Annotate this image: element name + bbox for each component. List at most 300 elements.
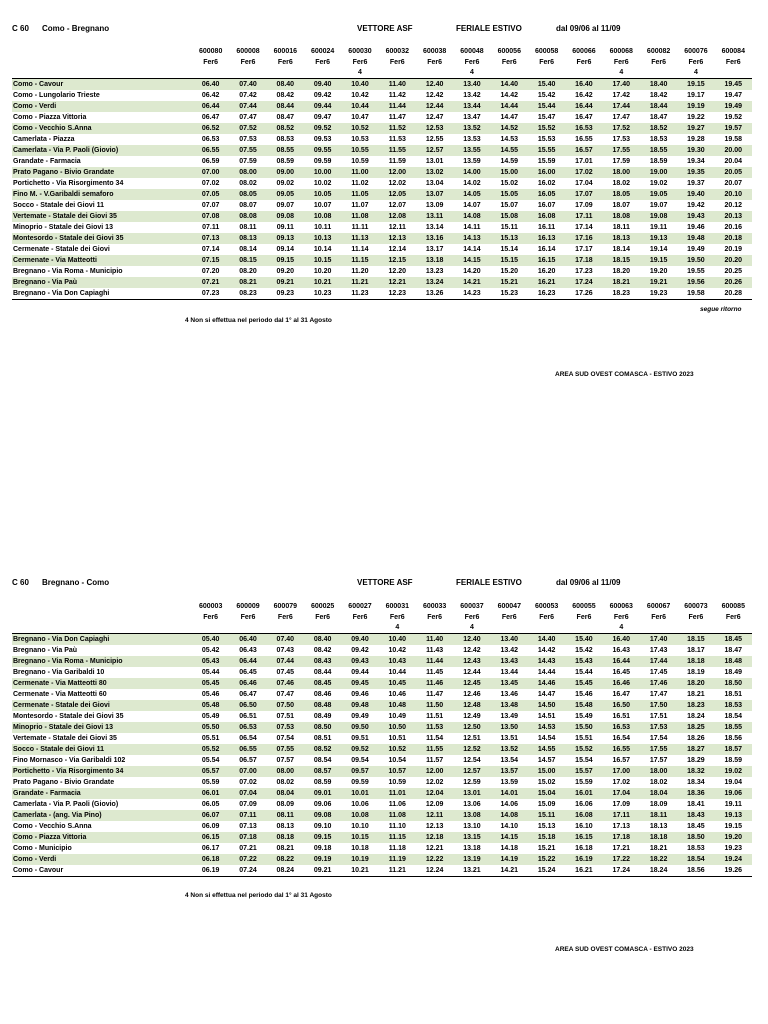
departure-time: 17.13 bbox=[612, 823, 631, 830]
area-label: AREA SUD OVEST COMASCA - ESTIVO 2023 bbox=[555, 371, 694, 378]
departure-time: 18.32 bbox=[677, 766, 714, 777]
departure-time: 06.54 bbox=[239, 735, 257, 742]
departure-time: 17.53 bbox=[612, 136, 631, 143]
departure-time: 11.08 bbox=[379, 810, 416, 821]
departure-time: 13.17 bbox=[425, 246, 444, 253]
departure-time: 18.42 bbox=[649, 92, 668, 99]
departure-time: 14.52 bbox=[491, 123, 528, 134]
departure-time: 08.13 bbox=[276, 823, 295, 830]
departure-time: 13.42 bbox=[500, 647, 519, 654]
departure-time: 17.17 bbox=[575, 246, 593, 253]
run-number: 600016 bbox=[273, 48, 297, 55]
departure-time: 15.13 bbox=[537, 823, 556, 830]
departure-time: 10.59 bbox=[351, 158, 369, 165]
departure-time: 18.53 bbox=[649, 136, 668, 143]
departure-time: 20.28 bbox=[715, 288, 752, 300]
departure-time: 08.21 bbox=[276, 845, 295, 852]
table-row bbox=[12, 134, 752, 145]
departure-time: 20.05 bbox=[715, 167, 752, 178]
departure-time: 09.23 bbox=[267, 288, 304, 300]
departure-time: 16.54 bbox=[612, 735, 631, 742]
departure-time: 09.54 bbox=[351, 757, 369, 764]
departure-time: 12.57 bbox=[416, 145, 453, 156]
departure-time: 13.52 bbox=[453, 123, 490, 134]
departure-time: 11.06 bbox=[388, 801, 406, 808]
departure-time: 11.43 bbox=[426, 647, 444, 654]
departure-time: 17.44 bbox=[640, 656, 677, 667]
table-row bbox=[12, 799, 752, 810]
departure-time: 07.20 bbox=[201, 268, 220, 275]
departure-time: 12.02 bbox=[425, 779, 444, 786]
departure-time: 07.11 bbox=[229, 810, 266, 821]
departure-time: 10.15 bbox=[341, 832, 378, 843]
departure-time: 12.42 bbox=[425, 92, 444, 99]
departure-time: 19.26 bbox=[715, 865, 752, 877]
departure-time: 07.50 bbox=[267, 700, 304, 711]
departure-time: 10.05 bbox=[304, 189, 341, 200]
run-number: 600024 bbox=[310, 48, 335, 55]
departure-time: 18.50 bbox=[677, 832, 714, 843]
note-marker bbox=[379, 68, 416, 79]
departure-time: 18.21 bbox=[649, 845, 668, 852]
departure-time: 10.20 bbox=[313, 268, 332, 275]
departure-time: 09.42 bbox=[351, 647, 369, 654]
departure-time: 19.58 bbox=[677, 288, 714, 300]
day-code: Fer6 bbox=[501, 614, 517, 621]
departure-time: 19.04 bbox=[724, 779, 743, 786]
departure-time: 08.11 bbox=[239, 224, 257, 231]
table-row bbox=[12, 656, 752, 667]
departure-time: 20.16 bbox=[724, 224, 743, 231]
departure-time: 14.40 bbox=[491, 79, 528, 91]
departure-time: 16.42 bbox=[575, 92, 593, 99]
departure-time: 18.47 bbox=[724, 647, 743, 654]
departure-time: 10.14 bbox=[313, 246, 332, 253]
departure-time: 14.44 bbox=[537, 669, 556, 676]
departure-time: 17.54 bbox=[649, 735, 668, 742]
run-number: 600025 bbox=[310, 603, 335, 610]
departure-time: 14.53 bbox=[528, 722, 565, 733]
departure-time: 08.13 bbox=[229, 233, 266, 244]
departure-time: 05.43 bbox=[192, 656, 229, 667]
run-number: 600027 bbox=[348, 603, 372, 610]
departure-time: 14.15 bbox=[491, 832, 528, 843]
stop-name: Bregnano - Via Roma - Municipio bbox=[13, 268, 123, 275]
departure-time: 14.42 bbox=[500, 92, 519, 99]
departure-time: 12.04 bbox=[416, 788, 453, 799]
day-code: Fer6 bbox=[688, 59, 704, 66]
departure-time: 15.57 bbox=[565, 766, 602, 777]
departure-time: 10.57 bbox=[379, 766, 416, 777]
departure-time: 10.44 bbox=[388, 669, 407, 676]
departure-time: 15.51 bbox=[575, 735, 593, 742]
departure-time: 11.42 bbox=[388, 92, 406, 99]
departure-time: 19.19 bbox=[677, 101, 714, 112]
departure-time: 16.50 bbox=[603, 700, 640, 711]
departure-time: 05.52 bbox=[192, 744, 229, 755]
departure-time: 11.47 bbox=[388, 114, 406, 121]
day-code: Fer6 bbox=[688, 614, 704, 621]
departure-time: 17.24 bbox=[603, 865, 640, 877]
departure-time: 16.08 bbox=[528, 211, 565, 222]
departure-time: 05.51 bbox=[201, 735, 220, 742]
departure-time: 18.21 bbox=[603, 277, 640, 288]
departure-time: 19.14 bbox=[649, 246, 668, 253]
departure-time: 06.09 bbox=[201, 823, 220, 830]
departure-time: 14.20 bbox=[463, 268, 481, 275]
departure-time: 16.15 bbox=[528, 255, 565, 266]
run-number: 600030 bbox=[348, 48, 372, 55]
departure-time: 09.18 bbox=[313, 845, 332, 852]
stop-name: Montesordo - Statale dei Giovi 35 bbox=[13, 713, 124, 720]
note-marker bbox=[229, 68, 266, 79]
departure-time: 17.11 bbox=[565, 211, 602, 222]
departure-time: 19.02 bbox=[715, 766, 752, 777]
departure-time: 16.40 bbox=[565, 79, 602, 91]
table-row bbox=[12, 744, 752, 755]
stop-name: Minoprio - Statale dei Giovi 13 bbox=[13, 224, 113, 231]
departure-time: 19.24 bbox=[715, 854, 752, 865]
note-marker bbox=[416, 68, 453, 79]
departure-time: 10.18 bbox=[351, 845, 369, 852]
departure-time: 18.09 bbox=[649, 801, 668, 808]
run-number-row bbox=[12, 46, 752, 57]
departure-time: 13.08 bbox=[453, 810, 490, 821]
departure-time: 09.20 bbox=[276, 268, 295, 275]
departure-time: 18.27 bbox=[677, 744, 714, 755]
run-number: 600031 bbox=[385, 603, 409, 610]
stop-name: Como - Verdi bbox=[12, 101, 192, 112]
departure-time: 15.07 bbox=[500, 202, 519, 209]
departure-time: 13.04 bbox=[425, 180, 444, 187]
departure-time: 15.09 bbox=[537, 801, 556, 808]
stop-name: Bregnano - Via Don Capiaghi bbox=[12, 634, 192, 646]
departure-time: 06.44 bbox=[229, 656, 266, 667]
run-number: 600032 bbox=[385, 48, 409, 55]
departure-time: 08.42 bbox=[276, 92, 295, 99]
departure-time: 15.54 bbox=[575, 757, 593, 764]
departure-time: 08.40 bbox=[304, 634, 341, 646]
header-spacer bbox=[12, 612, 192, 623]
departure-time: 17.52 bbox=[603, 123, 640, 134]
departure-time: 17.02 bbox=[565, 167, 602, 178]
note-marker bbox=[341, 623, 378, 634]
departure-time: 07.40 bbox=[267, 634, 304, 646]
run-number: 600068 bbox=[609, 48, 633, 55]
note-marker: 4 bbox=[603, 68, 640, 79]
table-row bbox=[12, 255, 752, 266]
departure-time: 07.08 bbox=[192, 211, 229, 222]
departure-time: 15.15 bbox=[491, 255, 528, 266]
departure-time: 17.53 bbox=[640, 722, 677, 733]
departure-time: 14.14 bbox=[463, 246, 481, 253]
run-number: 600085 bbox=[721, 603, 745, 610]
run-number: 600008 bbox=[236, 48, 260, 55]
departure-time: 19.11 bbox=[724, 801, 742, 808]
stop-name: Bregnano - Via Don Capiaghi bbox=[12, 288, 192, 300]
table-row bbox=[12, 167, 752, 178]
table-row bbox=[12, 832, 752, 843]
departure-time: 16.10 bbox=[575, 823, 593, 830]
run-number: 600080 bbox=[198, 48, 223, 55]
departure-time: 13.45 bbox=[491, 678, 528, 689]
departure-time: 20.20 bbox=[715, 255, 752, 266]
departure-time: 19.05 bbox=[640, 189, 677, 200]
run-number: 600067 bbox=[646, 603, 671, 610]
table-row bbox=[12, 178, 752, 189]
departure-time: 14.13 bbox=[453, 233, 490, 244]
departure-time: 18.56 bbox=[677, 865, 714, 877]
departure-time: 19.11 bbox=[650, 224, 668, 231]
departure-time: 07.00 bbox=[229, 766, 266, 777]
header-spacer bbox=[12, 57, 192, 68]
departure-time: 13.54 bbox=[500, 757, 519, 764]
departure-time: 13.21 bbox=[453, 865, 490, 877]
departure-time: 15.02 bbox=[537, 779, 556, 786]
departure-time: 16.07 bbox=[537, 202, 556, 209]
departure-time: 09.08 bbox=[267, 211, 304, 222]
departure-time: 16.19 bbox=[565, 854, 602, 865]
departure-time: 10.40 bbox=[379, 634, 416, 646]
departure-time: 14.54 bbox=[537, 735, 556, 742]
departure-time: 15.05 bbox=[491, 189, 528, 200]
departure-time: 18.59 bbox=[649, 158, 668, 165]
departure-time: 17.43 bbox=[649, 647, 668, 654]
departure-time: 07.05 bbox=[192, 189, 229, 200]
departure-time: 09.11 bbox=[276, 224, 294, 231]
departure-time: 09.05 bbox=[267, 189, 304, 200]
departure-time: 12.42 bbox=[463, 647, 481, 654]
validity: dal 09/06 al 11/09 bbox=[556, 24, 621, 33]
departure-time: 18.11 bbox=[612, 224, 630, 231]
departure-time: 11.11 bbox=[351, 224, 369, 231]
table-row bbox=[12, 277, 752, 288]
operator: VETTORE ASF bbox=[357, 578, 413, 587]
departure-time: 18.45 bbox=[687, 823, 705, 830]
departure-time: 09.43 bbox=[341, 656, 378, 667]
departure-time: 13.44 bbox=[500, 669, 519, 676]
table-row bbox=[12, 645, 752, 656]
stop-name: Grandate - Farmacia bbox=[12, 788, 192, 799]
departure-time: 15.43 bbox=[565, 656, 602, 667]
departure-time: 17.40 bbox=[640, 634, 677, 646]
day-code: Fer6 bbox=[389, 614, 405, 621]
departure-time: 17.04 bbox=[575, 180, 593, 187]
departure-time: 10.40 bbox=[341, 79, 378, 91]
departure-time: 13.16 bbox=[416, 233, 453, 244]
departure-time: 12.57 bbox=[453, 766, 490, 777]
departure-time: 14.08 bbox=[453, 211, 490, 222]
segue-note: segue ritorno bbox=[700, 306, 742, 313]
table-row bbox=[12, 189, 752, 200]
departure-time: 18.47 bbox=[649, 114, 668, 121]
departure-time: 11.01 bbox=[379, 788, 416, 799]
departure-time: 14.00 bbox=[453, 167, 490, 178]
departure-time: 19.15 bbox=[724, 823, 743, 830]
departure-time: 16.44 bbox=[565, 101, 602, 112]
departure-time: 14.01 bbox=[491, 788, 528, 799]
day-code: Fer6 bbox=[613, 59, 629, 66]
operator: VETTORE ASF bbox=[357, 24, 413, 33]
departure-time: 12.24 bbox=[416, 865, 453, 877]
departure-time: 15.21 bbox=[537, 845, 556, 852]
departure-time: 08.59 bbox=[276, 158, 295, 165]
departure-time: 20.19 bbox=[724, 246, 743, 253]
departure-time: 10.54 bbox=[388, 757, 407, 764]
departure-time: 05.40 bbox=[192, 634, 229, 646]
departure-time: 16.11 bbox=[538, 224, 556, 231]
run-number: 600066 bbox=[572, 48, 596, 55]
departure-time: 10.46 bbox=[388, 691, 407, 698]
departure-time: 10.10 bbox=[351, 823, 369, 830]
departure-time: 12.07 bbox=[388, 202, 407, 209]
departure-time: 15.08 bbox=[491, 211, 528, 222]
departure-time: 15.14 bbox=[500, 246, 519, 253]
departure-time: 13.18 bbox=[463, 845, 481, 852]
note-marker bbox=[677, 623, 714, 634]
departure-time: 19.02 bbox=[649, 180, 668, 187]
departure-time: 06.44 bbox=[192, 101, 229, 112]
table-row bbox=[12, 722, 752, 733]
note-marker bbox=[565, 623, 602, 634]
departure-time: 16.57 bbox=[565, 145, 602, 156]
stop-name: Camerlata - Via P. Paoli (Giovio) bbox=[13, 801, 119, 808]
departure-time: 18.24 bbox=[687, 713, 705, 720]
departure-time: 13.10 bbox=[463, 823, 481, 830]
departure-time: 18.26 bbox=[687, 735, 705, 742]
table-row bbox=[12, 123, 752, 134]
departure-time: 06.53 bbox=[229, 722, 266, 733]
table-row bbox=[12, 200, 752, 211]
departure-time: 19.58 bbox=[724, 136, 743, 143]
departure-time: 06.45 bbox=[239, 669, 257, 676]
departure-time: 09.44 bbox=[351, 669, 369, 676]
departure-time: 07.47 bbox=[276, 691, 295, 698]
departure-time: 16.13 bbox=[528, 233, 565, 244]
departure-time: 05.45 bbox=[192, 678, 229, 689]
departure-time: 15.00 bbox=[491, 167, 528, 178]
departure-time: 18.43 bbox=[677, 810, 714, 821]
departure-time: 09.47 bbox=[313, 114, 332, 121]
departure-time: 11.52 bbox=[379, 123, 416, 134]
departure-time: 07.09 bbox=[239, 801, 257, 808]
stop-name: Grandate - Farmacia bbox=[13, 158, 81, 165]
note-marker: 4 bbox=[379, 623, 416, 634]
stop-name: Fino Mornasco - Via Garibaldi 102 bbox=[13, 757, 126, 764]
departure-time: 15.42 bbox=[575, 647, 593, 654]
departure-time: 13.53 bbox=[463, 136, 481, 143]
departure-time: 18.55 bbox=[715, 722, 752, 733]
departure-time: 09.52 bbox=[341, 744, 378, 755]
table-row bbox=[12, 79, 752, 91]
note-marker bbox=[304, 68, 341, 79]
departure-time: 16.23 bbox=[528, 288, 565, 300]
departure-time: 15.13 bbox=[491, 233, 528, 244]
departure-time: 12.13 bbox=[379, 233, 416, 244]
departure-time: 08.20 bbox=[239, 268, 257, 275]
departure-time: 09.07 bbox=[276, 202, 295, 209]
departure-time: 18.13 bbox=[603, 233, 640, 244]
departure-time: 07.55 bbox=[229, 145, 266, 156]
departure-time: 15.42 bbox=[537, 92, 556, 99]
run-number: 600082 bbox=[646, 48, 671, 55]
note-marker bbox=[192, 623, 229, 634]
departure-time: 08.02 bbox=[276, 779, 295, 786]
day-code: Fer6 bbox=[464, 614, 480, 621]
departure-time: 08.07 bbox=[239, 202, 257, 209]
departure-time: 16.18 bbox=[575, 845, 593, 852]
departure-time: 18.19 bbox=[687, 669, 705, 676]
departure-time: 14.05 bbox=[453, 189, 490, 200]
day-code: Fer6 bbox=[315, 614, 331, 621]
departure-time: 17.45 bbox=[649, 669, 668, 676]
departure-time: 07.43 bbox=[276, 647, 295, 654]
departure-time: 15.59 bbox=[575, 779, 593, 786]
note-marker: 4 bbox=[453, 623, 490, 634]
departure-time: 07.47 bbox=[239, 114, 257, 121]
departure-time: 17.57 bbox=[649, 757, 668, 764]
departure-time: 12.51 bbox=[463, 735, 481, 742]
departure-time: 15.52 bbox=[565, 744, 602, 755]
departure-time: 09.21 bbox=[304, 865, 341, 877]
departure-time: 08.50 bbox=[304, 722, 341, 733]
day-code: Fer6 bbox=[725, 59, 741, 66]
departure-time: 13.19 bbox=[453, 854, 490, 865]
table-row bbox=[12, 865, 752, 877]
validity: dal 09/06 al 11/09 bbox=[556, 578, 621, 587]
departure-time: 10.52 bbox=[379, 744, 416, 755]
departure-time: 07.13 bbox=[192, 233, 229, 244]
departure-time: 12.43 bbox=[453, 656, 490, 667]
departure-time: 10.06 bbox=[351, 801, 369, 808]
departure-time: 14.15 bbox=[453, 255, 490, 266]
departure-time: 15.53 bbox=[537, 136, 556, 143]
departure-time: 09.46 bbox=[351, 691, 369, 698]
departure-time: 14.44 bbox=[491, 101, 528, 112]
departure-time: 17.09 bbox=[612, 801, 631, 808]
departure-time: 17.24 bbox=[565, 277, 602, 288]
departure-time: 20.26 bbox=[715, 277, 752, 288]
note-marker bbox=[304, 623, 341, 634]
header-spacer bbox=[12, 68, 192, 79]
departure-time: 10.42 bbox=[351, 92, 369, 99]
departure-time: 18.02 bbox=[649, 779, 668, 786]
stop-name: Vertemate - Statale dei Giovi 35 bbox=[13, 735, 117, 742]
departure-time: 07.02 bbox=[239, 779, 257, 786]
departure-time: 19.49 bbox=[687, 246, 705, 253]
stop-name: Camerlata - Via P. Paoli (Giovio) bbox=[12, 145, 192, 156]
departure-time: 06.57 bbox=[239, 757, 257, 764]
departure-time: 05.44 bbox=[201, 669, 220, 676]
departure-time: 18.54 bbox=[677, 854, 714, 865]
departure-time: 12.20 bbox=[388, 268, 407, 275]
departure-time: 12.15 bbox=[379, 255, 416, 266]
departure-time: 18.45 bbox=[715, 634, 752, 646]
departure-time: 10.42 bbox=[388, 647, 407, 654]
stop-name: Montesordo - Statale dei Giovi 35 bbox=[12, 233, 192, 244]
departure-time: 08.44 bbox=[313, 669, 332, 676]
stop-name: Socco - Statale dei Giovi 11 bbox=[12, 744, 192, 755]
departure-time: 16.01 bbox=[565, 788, 602, 799]
table-row bbox=[12, 211, 752, 222]
day-code: Fer6 bbox=[651, 59, 666, 66]
day-code-row bbox=[12, 612, 752, 623]
departure-time: 19.43 bbox=[677, 211, 714, 222]
departure-time: 14.53 bbox=[500, 136, 519, 143]
stop-name: Camerlata - (ang. Via Pino) bbox=[12, 810, 192, 821]
departure-time: 20.18 bbox=[715, 233, 752, 244]
departure-time: 18.50 bbox=[715, 678, 752, 689]
